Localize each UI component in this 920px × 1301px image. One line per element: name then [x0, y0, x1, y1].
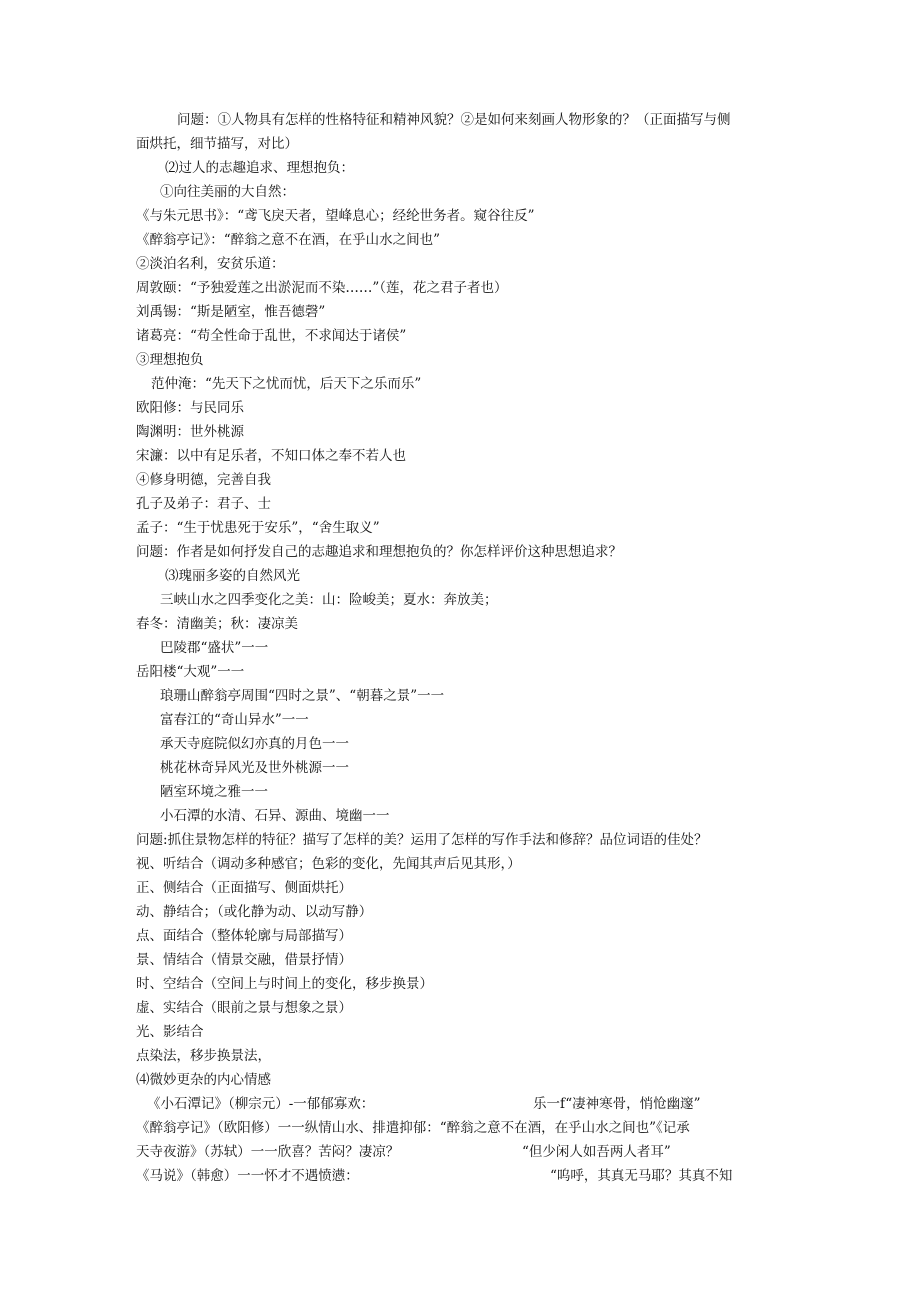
text-line: 承天寺庭院似幻亦真的月色一一: [160, 736, 349, 752]
text-line: 春冬：清幽美；秋：凄凉美: [136, 616, 298, 632]
text-line: 岳阳楼“大观”一一: [136, 664, 245, 680]
split-line: [136, 1118, 810, 1138]
subsection-heading: ④修身明德，完善自我: [136, 472, 271, 488]
text-line: 光、影结合: [136, 1024, 204, 1040]
text-line: 时、空结合（空间上与时间上的变化，移步换景）: [136, 976, 433, 992]
text-line: 面烘托，细节描写，对比）: [136, 136, 298, 152]
text-line: 虚、实结合（眼前之景与想象之景）: [136, 1000, 352, 1016]
question-line: 问题:抓住景物怎样的特征？描写了怎样的美？运用了怎样的写作手法和修辞？品位词语的佳处？: [136, 832, 708, 848]
subsection-heading: ②淡泊名利，安贫乐道：: [136, 256, 285, 272]
text-line: 《与朱元思书》：“鸢飞戾天者，望峰息心；经纶世务者。窥谷往反”: [136, 208, 535, 224]
text-line: 宋濂：以中有足乐者，不知口体之奉不若人也: [136, 448, 406, 464]
text-line: 小石潭的水清、石异、源曲、境幽一一: [160, 808, 390, 824]
text-line: 桃花林奇异风光及世外桃源一一: [160, 760, 349, 776]
text-line: 陋室环境之雅一一: [160, 784, 268, 800]
text-line: 视、听结合（调动多种感官；色彩的变化，先闻其声后见其形，）: [136, 856, 521, 872]
split-line-left: 《醉翁亭记》（欧阳修）一一纵情山水、排遣抑郁：“醉翁之意不在酒，在乎山水之间也”《记承: [136, 1120, 690, 1136]
text-line: 周敦颐：“予独爱莲之出淤泥而不染……”（莲，花之君子者也）: [136, 280, 508, 296]
text-line: 正、侧结合（正面描写、侧面烘托）: [136, 880, 352, 896]
text-line: 《醉翁亭记》：“醉翁之意不在酒，在乎山水之间也”: [136, 232, 441, 248]
split-line-left: 《小石潭记》（柳宗元）-一郁郁寡欢：: [147, 1096, 375, 1112]
text-line: 诸葛亮：“苟全性命于乱世，不求闻达于诸侯”: [136, 328, 407, 344]
section-heading: ⑵过人的志趣追求、理想抱负：: [165, 160, 354, 176]
text-line: 陶渊明：世外桃源: [136, 424, 244, 440]
section-heading: ⑶瑰丽多姿的自然风光: [165, 568, 300, 584]
split-line-left: 天寺夜游》（苏轼）一一欣喜？苦闷？凄凉？: [136, 1144, 400, 1160]
text-line: 点染法，移步换景法，: [136, 1048, 271, 1064]
split-line: [136, 1166, 810, 1186]
text-line: 孟子：“生于忧患死于安乐”，“舍生取义”: [136, 520, 380, 536]
split-line-right: “但少闲人如吾两人者耳”: [522, 1144, 671, 1160]
split-line: [136, 1142, 810, 1162]
text-line: 范仲淹：“先天下之忧而忧，后天下之乐而乐”: [151, 376, 422, 392]
subsection-heading: ③理想抱负: [136, 352, 204, 368]
text-line: 欧阳修：与民同乐: [136, 400, 244, 416]
text-line: 富春江的“奇山异水”一一: [160, 712, 309, 728]
split-line-left: 《马说》（韩愈）一一怀才不遇愤懑：: [136, 1168, 359, 1184]
split-line: [147, 1094, 810, 1114]
section-heading: ⑷微妙更杂的内心情感: [136, 1072, 271, 1088]
subsection-heading: ①向往美丽的大自然：: [160, 184, 295, 200]
split-line-right: 乐一f“凄神寒骨，悄怆幽邃”: [533, 1096, 701, 1112]
text-line: 动、静结合；（或化静为动、以动写静）: [136, 904, 373, 920]
split-line-right: “呜呼，其真无马耶？其真不知: [550, 1168, 733, 1184]
text-line: 三峡山水之四季变化之美：山：险峻美；夏水：奔放美；: [160, 592, 498, 608]
text-line: 景、情结合（情景交融，借景抒情）: [136, 952, 352, 968]
text-line: 孔子及弟子：君子、士: [136, 496, 271, 512]
text-line: 点、面结合（整体轮廓与局部描写）: [136, 928, 352, 944]
text-line: 琅珊山醉翁亭周围“四时之景”、“朝暮之景”一一: [160, 688, 445, 704]
question-line: 问题：作者是如何抒发自己的志趣追求和理想抱负的？你怎样评价这种思想追求？: [136, 544, 622, 560]
question-line: 问题：①人物具有怎样的性格特征和精神风貌？②是如何来刻画人物形象的？（正面描写与侧: [177, 112, 731, 128]
text-line: 巴陵郡“盛状”一一: [160, 640, 269, 656]
text-line: 刘禹锡：“斯是陋室，惟吾德磬”: [136, 304, 326, 320]
